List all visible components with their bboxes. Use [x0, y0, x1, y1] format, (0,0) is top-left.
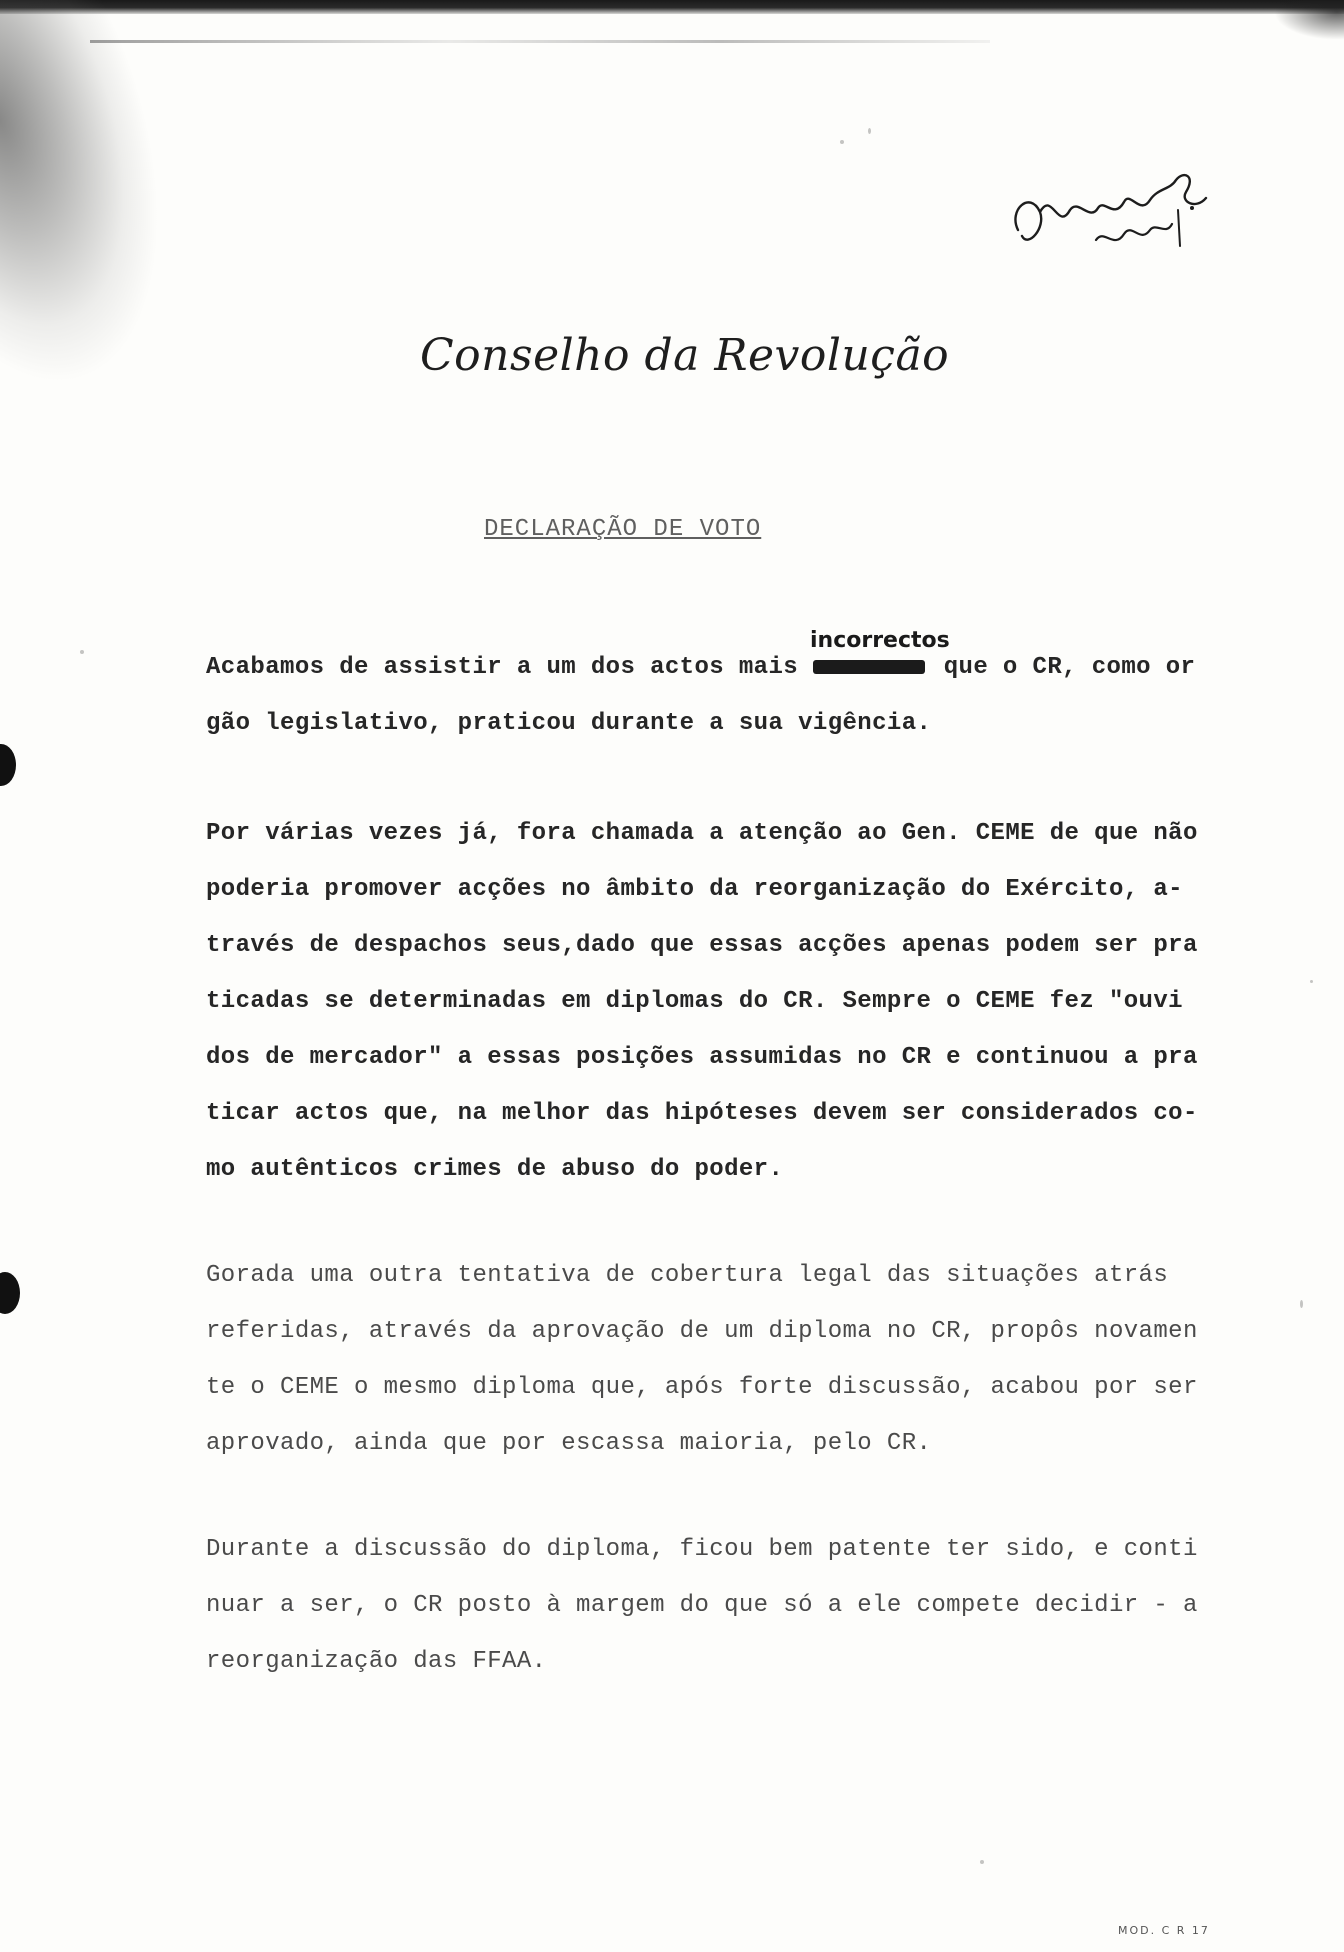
scan-right-smudge	[1274, 0, 1344, 40]
text-line: dos de mercador" a essas posições assumidas no CR e continuou a pra	[206, 1044, 1198, 1071]
speck	[1310, 980, 1313, 983]
text-line: reorganização das FFAA.	[206, 1648, 547, 1675]
letterhead-title: Conselho da Revolução	[420, 330, 950, 381]
paragraph-2	[206, 806, 1206, 1198]
text-line: ticadas se determinadas em diplomas do CR. Sempre o CEME fez "ouvi	[206, 988, 1183, 1015]
text-segment: que o CR, como or	[928, 654, 1196, 681]
scan-edge-line	[90, 40, 990, 43]
text-line: través de despachos seus,dado que essas acções apenas podem ser pra	[206, 932, 1198, 959]
speck	[840, 140, 844, 144]
text-line: te o CEME o mesmo diploma que, após forte discussão, acabou por ser	[206, 1374, 1198, 1401]
speck	[980, 1860, 984, 1864]
text-line	[206, 640, 1206, 696]
text-line: mo autênticos crimes de abuso do poder.	[206, 1156, 784, 1183]
handwritten-signature	[1000, 150, 1240, 290]
text-line: ticar actos que, na melhor das hipóteses devem ser considerados co-	[206, 1100, 1198, 1127]
text-line: Durante a discussão do diploma, ficou bem patente ter sido, e conti	[206, 1536, 1198, 1563]
paragraph-1	[206, 640, 1206, 752]
text-line: referidas, através da aprovação de um diploma no CR, propôs novamen	[206, 1318, 1198, 1345]
scan-corner-smudge	[0, 0, 220, 404]
speck	[1300, 1300, 1303, 1308]
text-segment: Acabamos de assistir a um dos actos mais	[206, 654, 813, 681]
handwritten-correction: incorrectos	[810, 628, 950, 653]
text-line: poderia promover acções no âmbito da reorganização do Exército, a-	[206, 876, 1183, 903]
paragraph-4	[206, 1522, 1206, 1690]
text-line: Por várias vezes já, fora chamada a atenção ao Gen. CEME de que não	[206, 820, 1198, 847]
text-line: Gorada uma outra tentativa de cobertura legal das situações atrás	[206, 1262, 1169, 1289]
scan-top-edge	[0, 0, 1344, 14]
text-line: aprovado, ainda que por escassa maioria, pelo CR.	[206, 1430, 932, 1457]
punch-hole	[0, 1272, 20, 1314]
speck	[80, 650, 84, 654]
speck	[868, 128, 871, 134]
form-code: MOD. C R 17	[1118, 1924, 1210, 1937]
text-line: nuar a ser, o CR posto à margem do que só a ele compete decidir - a	[206, 1592, 1198, 1619]
paragraph-3	[206, 1248, 1206, 1472]
punch-hole	[0, 744, 16, 786]
document-title: DECLARAÇÃO DE VOTO	[484, 516, 762, 543]
text-line: gão legislativo, praticou durante a sua vigência.	[206, 710, 932, 737]
redaction-blot	[813, 660, 925, 674]
